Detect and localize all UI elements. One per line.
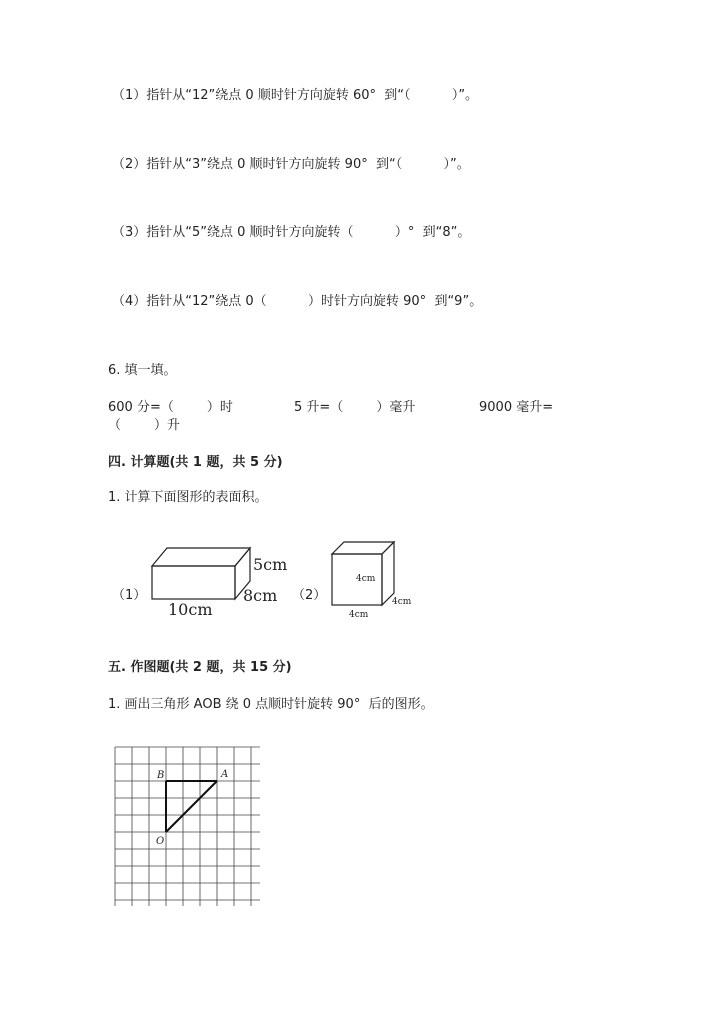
question-2: （2）指针从“3”绕点 0 顺时针方向旋转 90° 到“（ ）”。	[112, 157, 470, 172]
cuboid-figure	[140, 538, 300, 620]
cuboid-front-face	[152, 566, 235, 599]
section-4-question-1: 1. 计算下面图形的表面积。	[108, 490, 268, 505]
fill-item-1: 600 分=（ ）时	[108, 400, 233, 415]
question-4: （4）指针从“12”绕点 0（ ）时针方向旋转 90° 到“9”。	[112, 294, 483, 309]
triangle-side-oa	[166, 781, 217, 832]
fill-title: 6. 填一填。	[108, 363, 177, 378]
cuboid-length-label: 10cm	[168, 600, 213, 619]
figure-1-label: （1）	[112, 588, 147, 603]
cube-top-face	[332, 542, 394, 554]
rotation-grid	[110, 740, 260, 906]
cube-side-label: 4cm	[392, 597, 412, 607]
point-a-label: A	[221, 769, 229, 780]
grid-lines	[115, 747, 260, 906]
cube-bottom-label: 4cm	[349, 610, 369, 620]
point-b-label: B	[157, 770, 165, 781]
cuboid-top-face	[152, 548, 250, 566]
point-o-label: O	[156, 836, 165, 847]
cube-side-face	[382, 542, 394, 605]
cuboid-height-label: 5cm	[253, 555, 288, 574]
section-5-question-1: 1. 画出三角形 AOB 绕 0 点顺时针旋转 90° 后的图形。	[108, 697, 434, 712]
fill-item-2: 5 升=（ ）毫升	[294, 400, 416, 415]
section-5-heading: 五. 作图题(共 2 题，共 15 分)	[108, 660, 292, 675]
figure-2-label: （2）	[292, 588, 327, 603]
fill-item-3: 9000 毫升=	[479, 400, 554, 415]
question-1: （1）指针从“12”绕点 0 顺时针方向旋转 60° 到“（ ）”。	[112, 88, 479, 103]
cube-face-label: 4cm	[356, 574, 376, 584]
section-4-heading: 四. 计算题(共 1 题，共 5 分)	[108, 455, 283, 470]
cube-figure	[322, 534, 422, 624]
question-3: （3）指针从“5”绕点 0 顺时针方向旋转（ ）° 到“8”。	[112, 225, 471, 240]
cuboid-width-label: 8cm	[243, 586, 278, 605]
fill-item-3-continued: （ ）升	[108, 418, 181, 433]
